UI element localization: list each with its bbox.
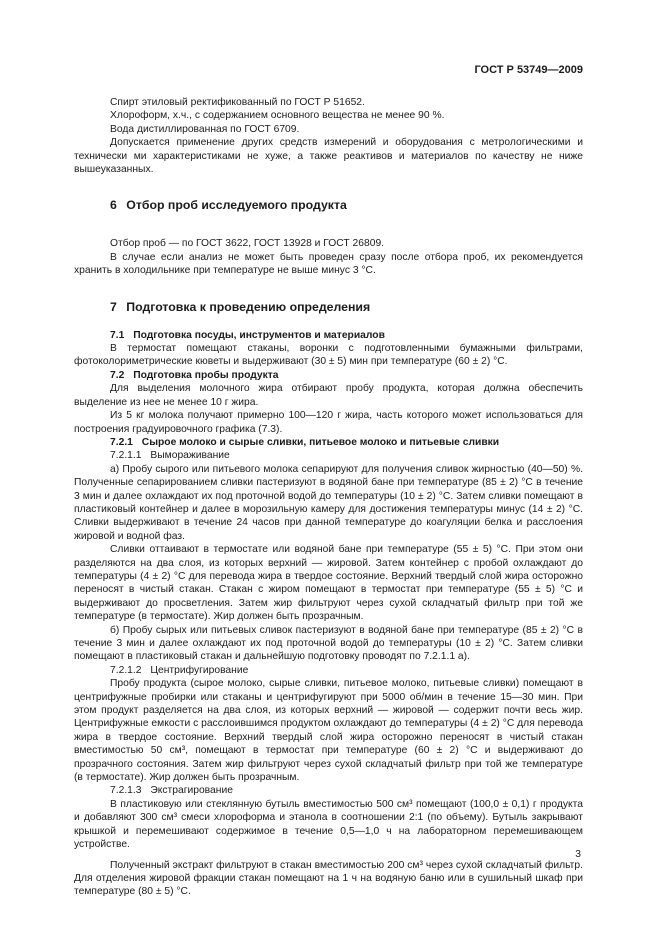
section-title: Подготовка к проведению определения: [126, 299, 371, 314]
clause-7-2-1-2-heading: [74, 664, 583, 677]
paragraph: В пластиковую или стеклянную бутыль вместимостью 500 см³ помещают (100,0 ± 0,1) г продукта и добавляют 300 см³ смеси хлороформа и этанола в соотношении 2:1 (по объему). Бутыль закрывают крышкой и перемешивают содержимое в течение 0,5—1,0 ч на лабораторном перемешивающем устройстве.: [74, 798, 583, 851]
section-6-heading: [74, 198, 583, 213]
page-number: 3: [575, 849, 581, 860]
section-7-heading: [74, 300, 583, 315]
intro-line: Спирт этиловый ректификованный по ГОСТ Р 51652.: [110, 97, 365, 108]
clause-7-2-1-1-heading: [74, 449, 583, 462]
section-title: Отбор проб исследуемого продукта: [126, 198, 347, 213]
clause-number: 7.2.1.3: [110, 785, 142, 797]
intro-line: Вода дистиллированная по ГОСТ 6709.: [110, 123, 300, 135]
paragraph: Для выделения молочного жира отбирают пробу продукта, которая должна обеспечить выделение из нее не менее 10 г жира.: [74, 383, 583, 408]
subsection-7-1-heading: [74, 329, 583, 342]
clause-title: Центрифугирование: [150, 664, 249, 676]
subsection-number: 7.1: [110, 329, 125, 341]
paragraph: Пробу продукта (сырое молоко, сырые сливки, питьевое молоко, питьевые сливки) помещают в центрифужные пробирки или стаканы и центрифугируют при 5000 об/мин в течение 15—30 мин. При этом продукт разделяется на два слоя, из которых верхний — жировой — содержит почти весь жир. Центрифужные емкости с расслоившимся продуктом охлаждают до температуры (4 ± 2) °С для перевода жира в твердое состояние. Верхний твердый слой жира осторожно переносят в чистый стакан вместимостью 50 см³, помещают в термостат при температуре (60 ± 2) °С и выдерживают до прозрачного состояния. Затем жир фильтруют через сухой складчатый фильтр при той же температуре (в термостате). Жир должен быть прозрачным.: [74, 678, 583, 784]
section-number: 7: [110, 299, 117, 314]
document-header: ГОСТ Р 53749—2009: [474, 64, 583, 76]
clause-title: Экстрагирование: [150, 785, 233, 797]
subsection-title: Сырое молоко и сырые сливки, питьевое молоко и питьевые сливки: [141, 436, 500, 448]
subsection-7-2-1-heading: [74, 436, 583, 449]
paragraph: Сливки оттаивают в термостате или водяной бане при температуре (55 ± 5) °С. При этом они разделяются на два слоя, из которых верхний — жировой. Затем контейнер с пробой охлаждают до температуры (4 ± 2) °С для перевода жира в твердое состояние. Верхний твердый слой жира осторожно переносят в чистый стакан. Стакан с жиром помещают в термостат при температуре (55 ± 5) °С и выдерживают до просветления. Затем жир фильтруют через сухой складчатый фильтр при той же температуре (в термостате). Жир должен быть прозрачным.: [74, 544, 583, 623]
intro-block: [74, 96, 583, 176]
subsection-title: Подготовка посуды, инструментов и материалов: [133, 329, 385, 341]
paragraph: Полученный экстракт фильтруют в стакан вместимостью 200 см³ через сухой складчатый фильтр. Для отделения жировой фракции стакан помещают на 1 ч на водяную баню или в сушильный шкаф при температуре (80 ± 5) °С.: [74, 859, 583, 898]
intro-line: Хлороформ, х.ч., с содержанием основного вещества не менее 90 %.: [110, 110, 445, 122]
paragraph: б) Пробу сырых или питьевых сливок пастеризуют в водяной бане при температуре (85 ± 2) °С в течение 3 мин и далее охлаждают их под проточной водой до температуры (10 ± 2) °С. Затем сливки помещают в пластиковый стакан и дальнейшую подготовку проводят по 7.2.1.1 а).: [74, 624, 583, 663]
clause-title: Вымораживание: [150, 450, 230, 462]
paragraph: а) Пробу сырого или питьевого молока сепарируют для получения сливок жирностью (40—50) %. Полученные сепарированием сливки пастеризуют в водяной бане при температуре (85 ± 2) °С в течение 3 мин и далее охлаждают их под проточной водой до температуры (10 ± 2) °С. Затем сливки помещают в пластиковый контейнер и далее в морозильную камеру для достижения температуры минус (14 ± 2) °С. Сливки выдерживают в течение 24 часов при данной температуре до коагуляции белка и расслоения жировой и водной фаз.: [74, 463, 583, 542]
subsection-title: Подготовка пробы продукта: [133, 369, 279, 381]
intro-line: Допускается применение других средств измерений и оборудования с метрологическими и технически ми характеристиками не хуже, а также реактивов и материалов по качеству не ниже вышеуказанных.: [74, 137, 583, 176]
subsection-7-2-heading: [74, 369, 583, 382]
paragraph: В случае если анализ не может быть проведен сразу после отбора проб, их рекомендуется хранить в холодильнике при температуре не выше минус 3 °С.: [74, 251, 583, 277]
subsection-number: 7.2.1: [110, 436, 133, 448]
subsection-number: 7.2: [110, 369, 125, 381]
paragraph: Из 5 кг молока получают примерно 100—120 г жира, часть которого может использоваться для построения градуировочного графика (7.3).: [74, 410, 583, 435]
section-number: 6: [110, 198, 117, 213]
paragraph: В термостат помещают стаканы, воронки с подготовленными бумажными фильтрами, фотоколориметрические кюветы и выдерживают (30 ± 5) мин при температуре (60 ± 2) °С.: [74, 343, 583, 368]
paragraph: Отбор проб — по ГОСТ 3622, ГОСТ 13928 и ГОСТ 26809.: [110, 238, 385, 250]
clause-number: 7.2.1.2: [110, 664, 142, 676]
clause-7-2-1-3-heading: [74, 784, 583, 797]
clause-number: 7.2.1.1: [110, 450, 142, 462]
